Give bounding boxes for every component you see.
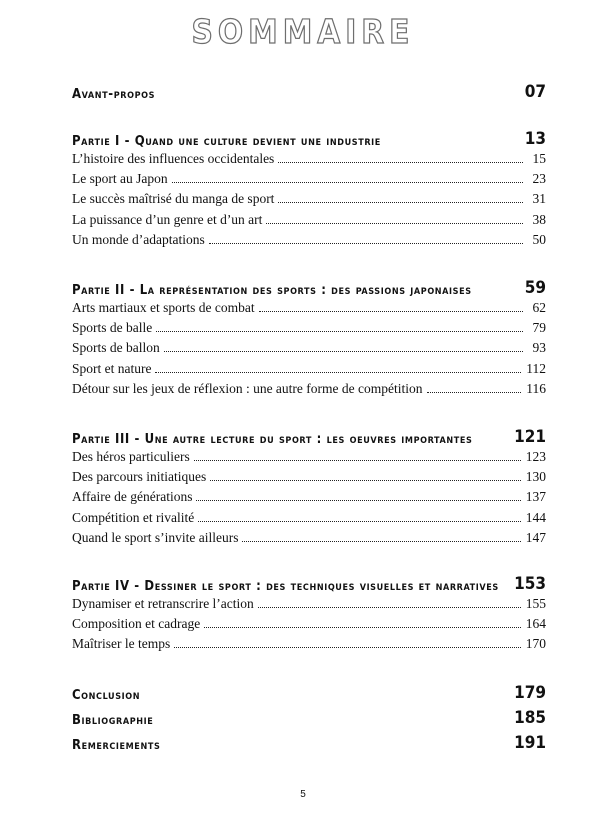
toc-entry[interactable] <box>72 150 546 167</box>
section-title: Partie I - Quand une culture devient une industrie <box>72 134 381 149</box>
toc-entry[interactable] <box>72 595 546 612</box>
dot-leader <box>259 310 523 312</box>
entry-title: Maîtriser le temps <box>72 636 171 652</box>
section-page-number: 59 <box>524 278 546 298</box>
entry-title: La puissance d’un genre et d’un art <box>72 211 263 227</box>
dot-leader <box>278 201 523 203</box>
toc-entry[interactable] <box>72 380 546 397</box>
entry-page-number: 147 <box>525 529 546 545</box>
toc-section-heading[interactable] <box>72 681 546 703</box>
entry-title: Arts martiaux et sports de combat <box>72 300 255 315</box>
entry-title: Compétition et rivalité <box>72 509 195 525</box>
toc-entry[interactable] <box>72 299 546 316</box>
dot-leader <box>172 181 523 183</box>
toc-entry[interactable] <box>72 190 546 207</box>
entry-page-number: 62 <box>532 300 546 315</box>
entry-title: Des héros particuliers <box>72 449 190 464</box>
entry-title: Sports de ballon <box>72 340 160 356</box>
toc-section-heading[interactable] <box>72 572 546 594</box>
entry-page-number: 116 <box>526 380 546 396</box>
entry-page-number: 79 <box>532 320 546 336</box>
toc-entry[interactable] <box>72 339 546 356</box>
dot-leader <box>209 242 523 244</box>
entry-title: Un monde d’adaptations <box>72 231 205 247</box>
entry-page-number: 137 <box>525 489 546 505</box>
entry-title: Dynamiser et retranscrire l’action <box>72 596 254 611</box>
section-page-number: 153 <box>514 574 546 594</box>
toc-section-heading[interactable] <box>72 127 546 149</box>
entry-title: Des parcours initiatiques <box>72 469 207 485</box>
entry-title: Quand le sport s’invite ailleurs <box>72 529 239 545</box>
section-page-number: 13 <box>524 129 546 149</box>
toc-entry[interactable] <box>72 635 546 652</box>
section-page-number: 191 <box>514 733 546 753</box>
entry-title: Composition et cadrage <box>72 616 201 632</box>
toc-entry[interactable] <box>72 211 546 228</box>
toc-entry[interactable] <box>72 360 546 377</box>
entry-page-number: 23 <box>532 171 546 187</box>
entry-title: Sport et nature <box>72 360 152 376</box>
section-title: Partie II - La représentation des sports : des passions japonaises <box>72 283 472 298</box>
toc-section-heading[interactable] <box>72 80 546 102</box>
dot-leader <box>204 626 521 628</box>
section-title: Conclusion <box>72 688 141 703</box>
entry-page-number: 123 <box>525 449 546 464</box>
toc-entry[interactable] <box>72 488 546 505</box>
dot-leader <box>164 350 523 352</box>
section-page-number: 185 <box>514 708 546 728</box>
dot-leader <box>242 540 520 542</box>
dot-leader <box>194 459 521 461</box>
entry-page-number: 31 <box>532 191 546 207</box>
entry-page-number: 15 <box>532 151 546 166</box>
dot-leader <box>258 606 521 608</box>
toc-entry[interactable] <box>72 509 546 526</box>
dot-leader <box>278 161 523 163</box>
toc-section-heading[interactable] <box>72 276 546 298</box>
entry-title: Détour sur les jeux de réflexion : une autre forme de compétition <box>72 380 423 396</box>
section-title: Remerciements <box>72 738 161 753</box>
page-title: SOMMAIRE <box>191 12 415 51</box>
entry-page-number: 93 <box>532 340 546 356</box>
entry-page-number: 155 <box>525 596 546 611</box>
toc-entry[interactable] <box>72 170 546 187</box>
toc-entry[interactable] <box>72 231 546 248</box>
toc-section-heading[interactable] <box>72 731 546 753</box>
toc-entry[interactable] <box>72 529 546 546</box>
entry-page-number: 112 <box>526 360 546 376</box>
section-page-number: 179 <box>514 683 546 703</box>
entry-page-number: 50 <box>532 231 546 247</box>
toc-section-heading[interactable] <box>72 425 546 447</box>
toc-section-heading[interactable] <box>72 706 546 728</box>
toc-entry[interactable] <box>72 615 546 632</box>
section-title: Avant-propos <box>72 87 156 102</box>
entry-title: L’histoire des influences occidentales <box>72 151 275 166</box>
toc-entry[interactable] <box>72 448 546 465</box>
entry-title: Affaire de générations <box>72 489 193 505</box>
dot-leader <box>155 371 521 373</box>
entry-page-number: 38 <box>532 211 546 227</box>
dot-leader <box>427 391 522 393</box>
toc-entry[interactable] <box>72 468 546 485</box>
dot-leader <box>198 520 521 522</box>
toc-entry[interactable] <box>72 319 546 336</box>
dot-leader <box>156 330 523 332</box>
section-title: Partie III - Une autre lecture du sport : les oeuvres importantes <box>72 432 473 447</box>
entry-page-number: 170 <box>525 636 546 652</box>
dot-leader <box>210 479 521 481</box>
entry-title: Le succès maîtrisé du manga de sport <box>72 191 275 207</box>
section-page-number: 121 <box>514 427 546 447</box>
entry-title: Sports de balle <box>72 320 153 336</box>
dot-leader <box>196 499 520 501</box>
section-title: Bibliographie <box>72 713 154 728</box>
dot-leader <box>266 222 523 224</box>
dot-leader <box>174 646 521 648</box>
entry-page-number: 164 <box>525 616 546 632</box>
entry-page-number: 130 <box>525 469 546 485</box>
section-title: Partie IV - Dessiner le sport : des techniques visuelles et narratives <box>72 579 499 594</box>
entry-page-number: 144 <box>525 509 546 525</box>
entry-title: Le sport au Japon <box>72 171 168 187</box>
page-number: 5 <box>300 789 306 800</box>
section-page-number: 07 <box>524 82 546 102</box>
